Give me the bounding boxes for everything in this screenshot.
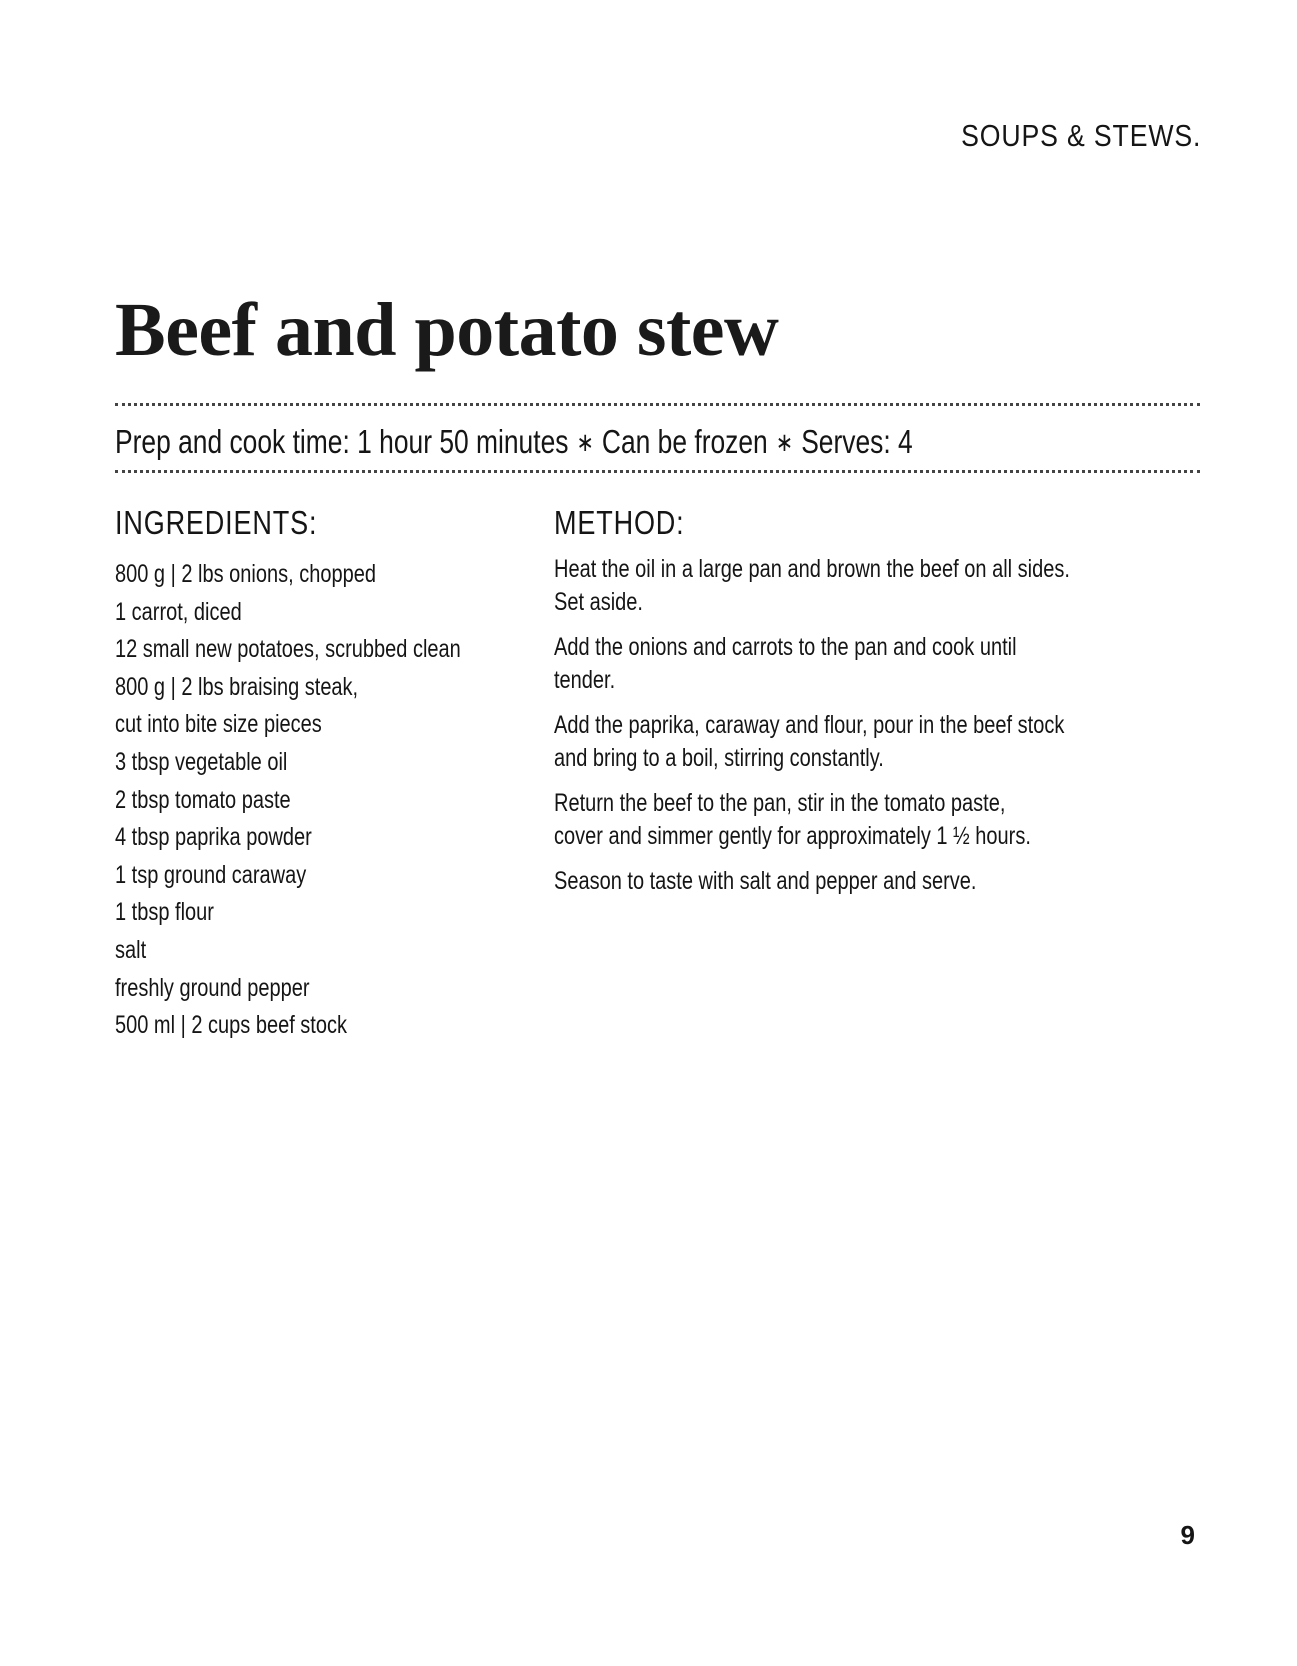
ingredient-item: 800 g | 2 lbs braising steak, [115,672,359,701]
method-step: Heat the oil in a large pan and brown the beef on all sides. Set aside. [554,555,1070,616]
method-steps [554,553,1214,910]
section-label: SOUPS & STEWS. [960,118,1201,153]
ingredient-item: salt [115,935,147,964]
ingredient-item: cut into bite size pieces [115,710,322,739]
method-step: Return the beef to the pan, stir in the tomato paste, cover and simmer gently for approximately 1 ½ hours. [554,789,1031,850]
page-number: 9 [1180,1520,1195,1550]
ingredient-item: 2 tbsp tomato paste [115,785,291,814]
ingredient-item: 500 ml | 2 cups beef stock [115,1011,347,1040]
servings: Serves: 4 [801,423,913,460]
recipe-title: Beef and potato stew [115,288,779,372]
method-step: Add the paprika, caraway and flour, pour in the beef stock and bring to a boil, stirring constantly. [554,711,1065,772]
ingredient-item: 1 tsp ground caraway [115,860,307,889]
divider-bottom [115,470,1200,473]
ingredient-item: 1 tbsp flour [115,898,214,927]
method-step: Add the onions and carrots to the pan and cook until tender. [554,633,1017,694]
ingredient-item: 3 tbsp vegetable oil [115,747,288,776]
prep-time: Prep and cook time: 1 hour 50 minutes [115,423,569,460]
ingredient-item: 12 small new potatoes, scrubbed clean [115,635,461,664]
method-step: Season to taste with salt and pepper and serve. [554,867,977,895]
ingredient-item: freshly ground pepper [115,973,310,1002]
ingredients-list [115,556,535,1045]
recipe-meta [115,422,913,462]
meta-separator: ∗ [775,427,794,457]
divider-top [115,403,1200,406]
ingredient-item: 800 g | 2 lbs onions, chopped [115,560,376,588]
ingredient-item: 1 carrot, diced [115,597,242,626]
ingredients-heading: INGREDIENTS: [115,504,318,541]
method-heading: METHOD: [554,504,685,541]
ingredient-item: 4 tbsp paprika powder [115,823,312,852]
meta-separator: ∗ [576,427,594,457]
freezing-note: Can be frozen [601,423,768,460]
